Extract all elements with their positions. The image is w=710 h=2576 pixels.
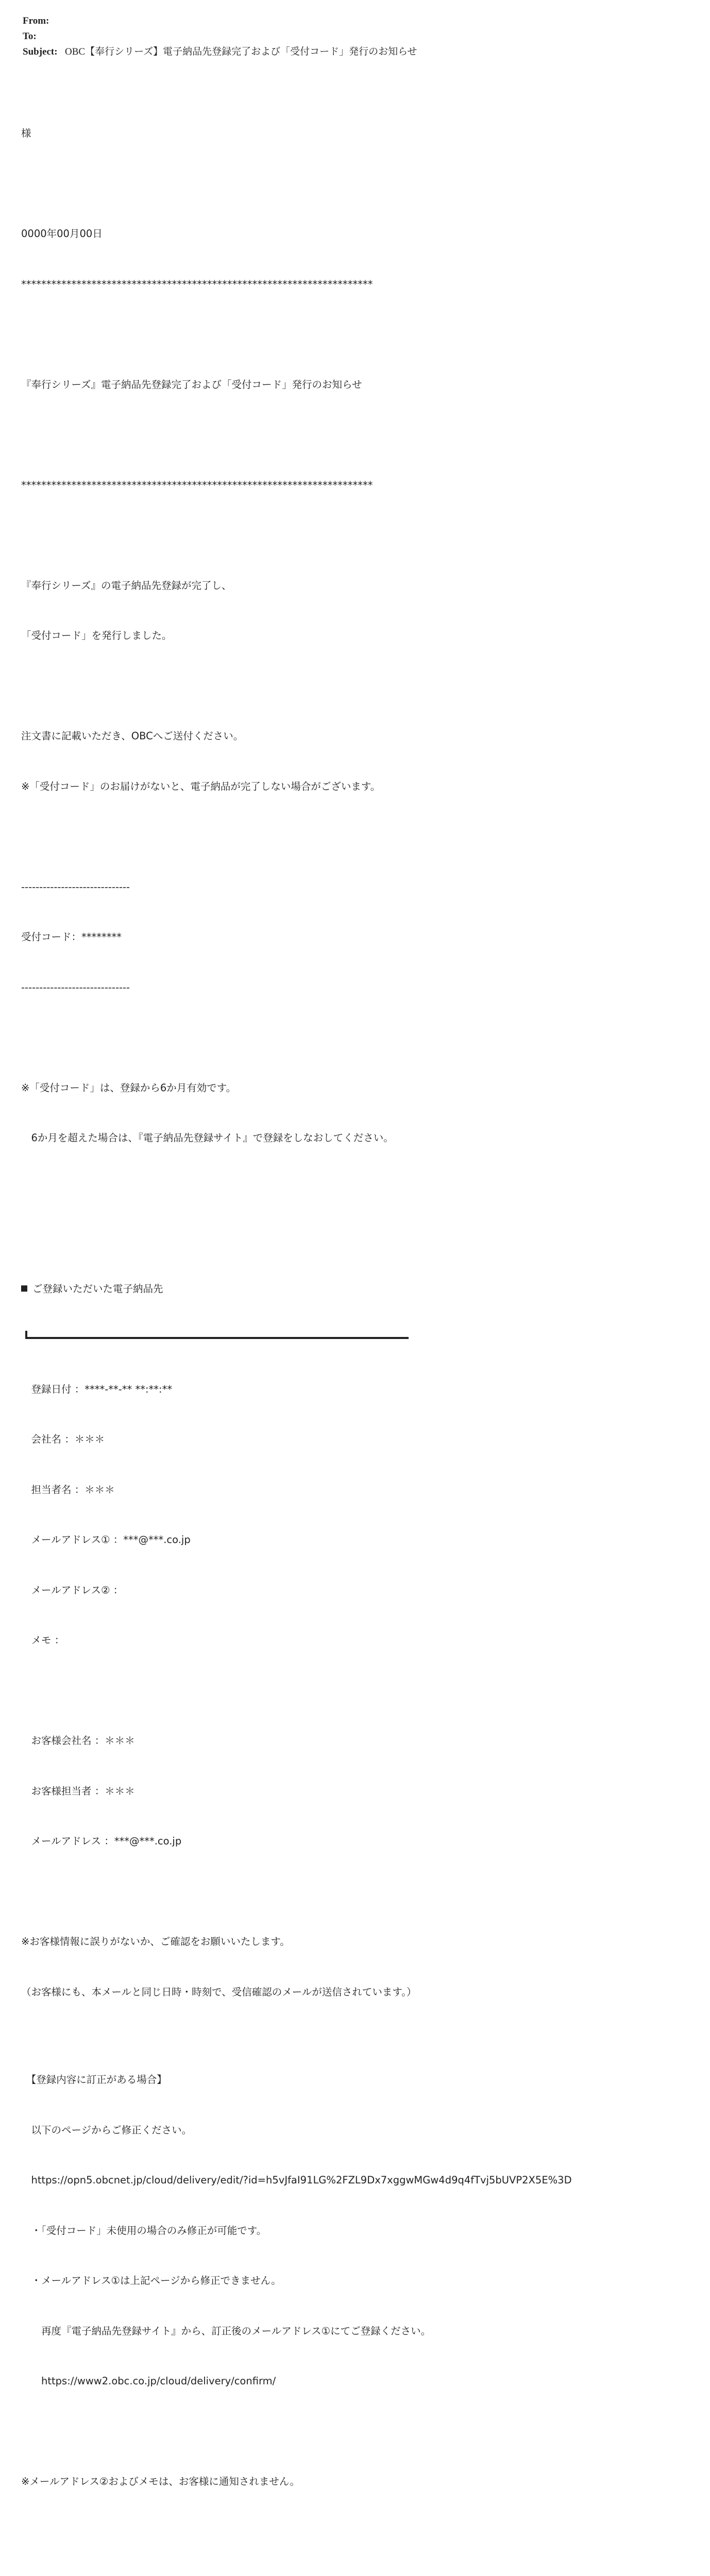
blank-line <box>21 527 701 544</box>
section-corner-rule <box>21 1331 701 1348</box>
validity-line: ※「受付コード」は、登録から6か月有効です。 <box>21 1081 236 1094</box>
customer-person: お客様担当者 ：＊＊＊ <box>21 1785 135 1797</box>
blank-line <box>21 828 701 845</box>
salutation: 様 <box>21 127 31 139</box>
confirm-url[interactable]: https://www2.obc.co.jp/cloud/delivery/confirm/ <box>21 2375 276 2387</box>
note-email2: ※メールアドレス②およびメモは、お客様に通知されません。 <box>21 2476 300 2487</box>
subject-label: Subject: <box>23 46 58 57</box>
correction-title: 【登録内容に訂正がある場合】 <box>21 2074 167 2086</box>
date: 0000年00月00日 <box>21 228 103 240</box>
blank-line <box>21 2524 701 2541</box>
email-address-2: メールアドレス② ： <box>21 1584 124 1596</box>
correction-line: ・「受付コード」未使用の場合のみ修正が可能です。 <box>21 2224 267 2236</box>
blank-line <box>21 1884 701 1901</box>
intro-line: 『奉行シリーズ』の電子納品先登録が完了し、 <box>21 579 232 591</box>
intro-line: 「受付コード」を発行しました。 <box>21 630 172 641</box>
blank-line <box>21 176 701 193</box>
notice-title: 『奉行シリーズ』電子納品先登録完了および「受付コード」発行のお知らせ <box>21 378 362 391</box>
instruction-line: 注文書に記載いただき、OBCへご送付ください。 <box>21 730 244 742</box>
validity-line: 6か月を超えた場合は、『電子納品先登録サイト』で登録をしなおしてください。 <box>21 1132 394 1144</box>
correction-line: ・メールアドレス①は上記ページから修正できません。 <box>21 2275 281 2286</box>
company-name: 会社名 ：＊＊＊ <box>21 1433 105 1445</box>
subject-row <box>23 44 417 60</box>
blank-line <box>21 1029 701 1046</box>
blank-line <box>21 678 701 695</box>
correction-line: 以下のページからご修正ください。 <box>21 2124 192 2136</box>
customer-email: メールアドレス ：***@***.co.jp <box>21 1835 182 1847</box>
customer-company: お客様会社名 ：＊＊＊ <box>21 1735 135 1747</box>
registration-date: 登録日付 ：****-**-** **:**:** <box>21 1383 173 1395</box>
blank-line <box>21 2034 701 2038</box>
section-heading <box>21 1281 701 1298</box>
star-divider: ********************************************************************** <box>21 278 373 290</box>
memo: メモ ： <box>21 1634 65 1646</box>
reception-code: 受付コード：******** <box>21 931 122 943</box>
confirm-line: ※お客様情報に誤りがないか、ご確認をお願いいたします。 <box>21 1936 290 1947</box>
corner-bar <box>25 1337 409 1339</box>
star-divider: ********************************************************************** <box>21 479 373 491</box>
square-bullet-icon <box>21 1285 27 1292</box>
blank-line <box>21 2424 701 2441</box>
section-title: ご登録いただいた電子納品先 <box>32 1282 163 1295</box>
confirm-line: （お客様にも、本メールと同じ日時・時刻で、受信確認のメールが送信されています。） <box>21 1986 417 1998</box>
subject-value: OBC【奉行シリーズ】電子納品先登録完了および「受付コード」発行のお知らせ <box>65 46 417 57</box>
blank-line <box>21 2574 701 2576</box>
from-row <box>23 13 417 29</box>
to-row <box>23 29 417 44</box>
correction-url[interactable]: https://opn5.obcnet.jp/cloud/delivery/edit/?id=h5vJfaI91LG%2FZL9Dx7xggwMGw4d9q4fTvj5bUVP2X5E%3D <box>21 2174 572 2186</box>
from-label: From: <box>23 15 49 26</box>
blank-line <box>21 1683 701 1700</box>
contact-person: 担当者名 ：＊＊＊ <box>21 1483 115 1496</box>
dash-divider: ------------------------------ <box>21 981 130 993</box>
email-header <box>23 13 417 60</box>
dash-divider: ------------------------------ <box>21 880 130 893</box>
blank-line <box>21 1180 701 1197</box>
blank-line <box>21 427 701 444</box>
to-label: To: <box>23 31 37 42</box>
blank-line <box>21 326 701 343</box>
email-body <box>21 92 701 2576</box>
blank-line <box>21 1230 701 1247</box>
email-address-1: メールアドレス① ：***@***.co.jp <box>21 1534 191 1546</box>
instruction-line: ※「受付コード」のお届けがないと、電子納品が完了しない場合がございます。 <box>21 780 381 792</box>
correction-line: 再度『電子納品先登録サイト』から、訂正後のメールアドレス①にてご登録ください。 <box>21 2325 431 2337</box>
